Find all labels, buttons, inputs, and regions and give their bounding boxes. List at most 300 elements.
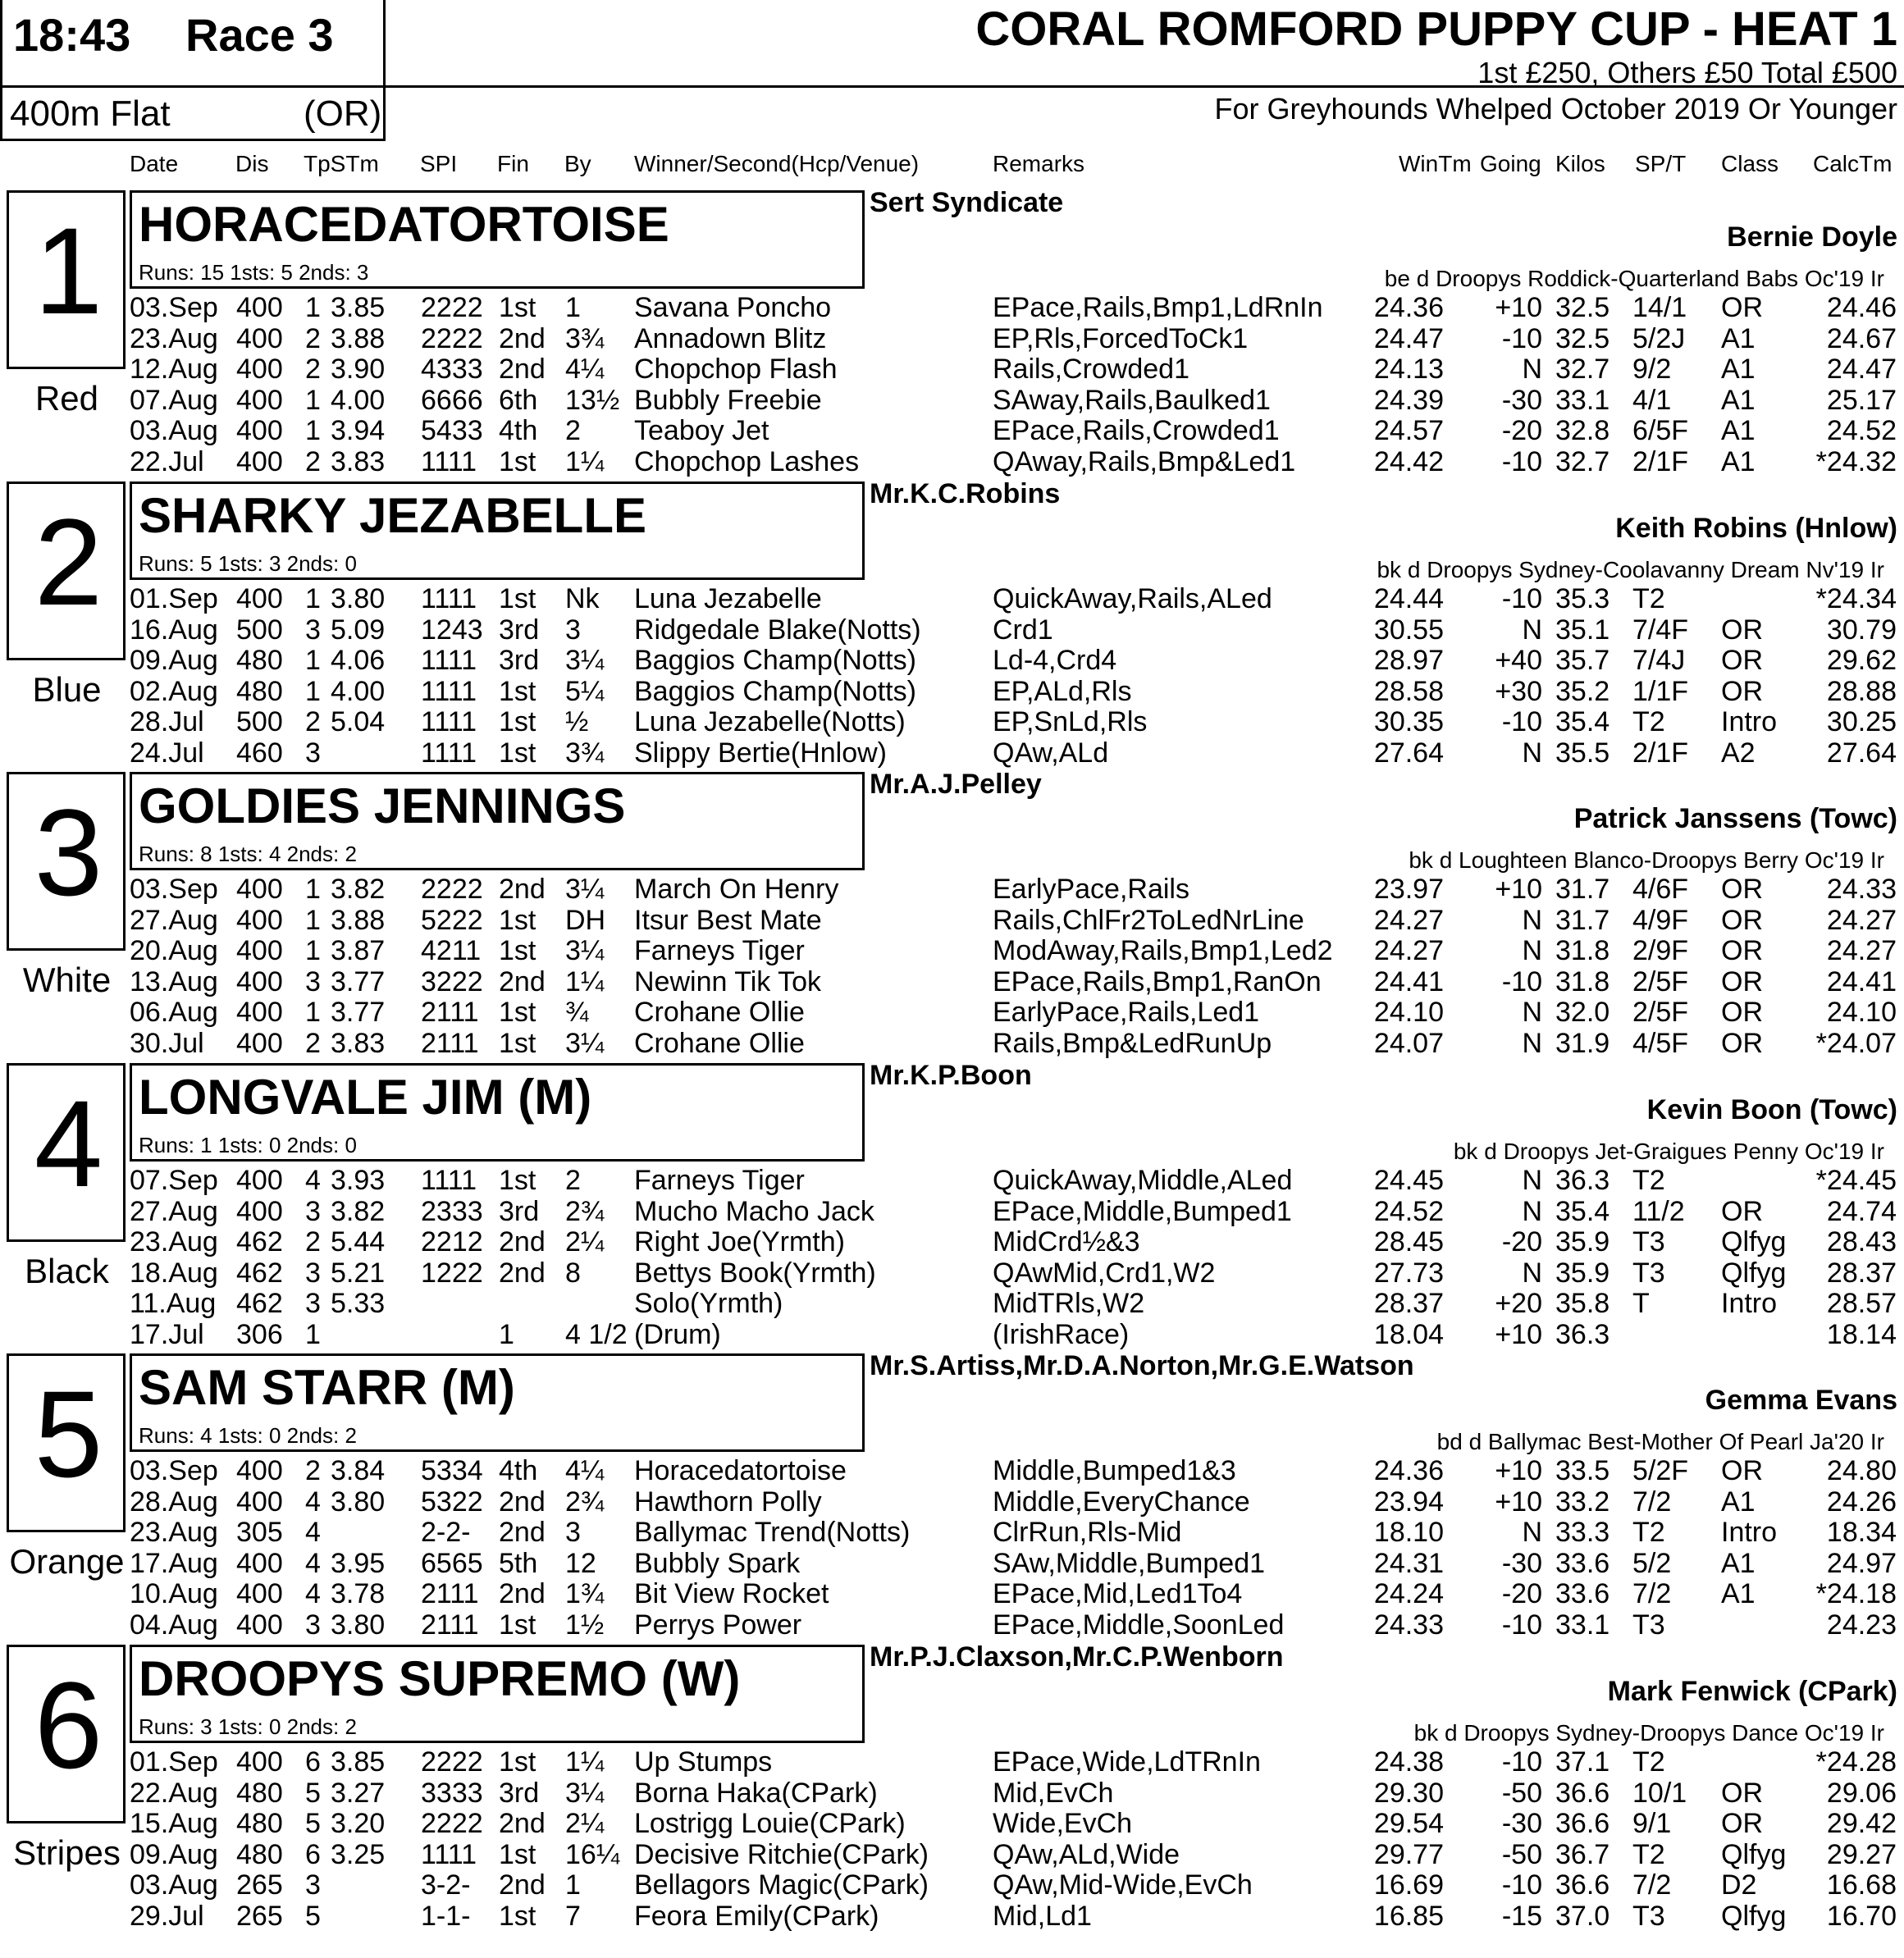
form-cell-dis: 400	[236, 1165, 283, 1196]
form-cell-date: 29.Jul	[130, 1901, 204, 1932]
form-cell-going: +10	[1495, 874, 1542, 905]
form-cell-kilos: 33.6	[1555, 1548, 1610, 1579]
form-cell-spi: 2111	[421, 997, 479, 1028]
form-cell-spt: 2/5F	[1632, 997, 1689, 1028]
form-cell-calc: 29.27	[1826, 1839, 1897, 1870]
form-cell-date: 01.Sep	[130, 1746, 218, 1778]
form-cell-going: N	[1522, 354, 1542, 385]
form-cell-spi: 1111	[421, 446, 477, 477]
form-cell-wintm: 24.45	[1373, 1165, 1444, 1196]
form-cell-spt: 2/1F	[1632, 737, 1689, 769]
form-cell-date: 07.Aug	[130, 385, 218, 416]
form-cell-going: +10	[1495, 292, 1542, 323]
form-cell-spi: 2222	[421, 874, 483, 905]
form-cell-kilos: 32.8	[1555, 415, 1610, 446]
form-cell-dis: 400	[236, 935, 283, 966]
form-cell-fin: 1st	[499, 905, 536, 936]
form-cell-calc: 24.27	[1826, 935, 1897, 966]
form-cell-cls: OR	[1721, 905, 1763, 936]
form-cell-kilos: 33.3	[1555, 1517, 1610, 1548]
form-cell-date: 06.Aug	[130, 997, 218, 1028]
form-cell-winner: Bubbly Freebie	[634, 385, 822, 416]
form-cell-by: 3¼	[565, 645, 605, 676]
form-cell-tp: 1	[305, 935, 321, 966]
form-cell-cls: OR	[1721, 645, 1763, 676]
form-cell-going: +20	[1495, 1288, 1542, 1319]
form-cell-fin: 2nd	[499, 1808, 546, 1839]
dog-name: LONGVALE JIM (M)	[139, 1070, 592, 1125]
form-cell-wintm: 29.77	[1373, 1839, 1444, 1870]
dog-name-box	[130, 772, 865, 870]
form-cell-going: +30	[1495, 676, 1542, 707]
form-cell-cls: A1	[1721, 446, 1756, 477]
form-cell-remarks: Crd1	[993, 614, 1053, 646]
form-cell-calc: 18.14	[1826, 1319, 1897, 1350]
form-cell-spi: 2222	[421, 323, 483, 354]
form-cell-kilos: 36.3	[1555, 1319, 1610, 1350]
form-cell-tp: 2	[305, 354, 321, 385]
form-cell-by: ½	[565, 706, 589, 737]
form-cell-stm: 3.88	[331, 323, 386, 354]
form-cell-dis: 400	[236, 1486, 283, 1518]
form-cell-date: 22.Jul	[130, 446, 204, 477]
form-cell-spi: 1111	[421, 706, 477, 737]
form-cell-dis: 480	[236, 645, 283, 676]
form-cell-winner: Farneys Tiger	[634, 935, 805, 966]
form-cell-wintm: 23.97	[1373, 874, 1444, 905]
form-cell-remarks: QAwMid,Crd1,W2	[993, 1257, 1216, 1289]
form-cell-fin: 2nd	[499, 1517, 546, 1548]
form-cell-wintm: 28.45	[1373, 1226, 1444, 1257]
dog-runs-summary: Runs: 4 1sts: 0 2nds: 2	[139, 1423, 357, 1448]
form-cell-calc: 24.67	[1826, 323, 1897, 354]
form-cell-spt: 9/2	[1632, 354, 1672, 385]
form-cell-kilos: 31.7	[1555, 874, 1610, 905]
form-cell-by: 2¼	[565, 1226, 605, 1257]
form-cell-wintm: 28.37	[1373, 1288, 1444, 1319]
form-cell-dis: 480	[236, 1839, 283, 1870]
race-time: 18:43	[13, 9, 131, 61]
dog-owner: Mr.K.C.Robins	[870, 478, 1061, 509]
form-cell-winner: Savana Poncho	[634, 292, 832, 323]
form-cell-going: -30	[1501, 1808, 1542, 1839]
race-grade: (OR)	[304, 94, 382, 134]
form-cell-remarks: EPace,Middle,SoonLed	[993, 1609, 1285, 1641]
form-cell-fin: 1st	[499, 446, 536, 477]
dog-runs-summary: Runs: 15 1sts: 5 2nds: 3	[139, 260, 369, 285]
form-cell-dis: 400	[236, 415, 283, 446]
form-cell-spi: 5222	[421, 905, 483, 936]
form-cell-remarks: Rails,Crowded1	[993, 354, 1189, 385]
dog-runs-summary: Runs: 8 1sts: 4 2nds: 2	[139, 842, 357, 866]
form-cell-stm: 3.83	[331, 1028, 386, 1059]
form-cell-spi: 1111	[421, 737, 477, 769]
form-cell-wintm: 24.42	[1373, 446, 1444, 477]
dog-trainer: Kevin Boon (Towc)	[1646, 1094, 1897, 1125]
form-cell-winner: March On Henry	[634, 874, 839, 905]
form-cell-winner: Hawthorn Polly	[634, 1486, 822, 1518]
form-cell-remarks: Middle,Bumped1&3	[993, 1455, 1236, 1486]
form-cell-date: 16.Aug	[130, 614, 218, 646]
form-cell-dis: 400	[236, 874, 283, 905]
form-cell-fin: 2nd	[499, 874, 546, 905]
form-cell-going: -10	[1501, 1869, 1542, 1901]
form-cell-remarks: ModAway,Rails,Bmp1,Led2	[993, 935, 1333, 966]
form-cell-wintm: 28.58	[1373, 676, 1444, 707]
form-cell-kilos: 36.3	[1555, 1165, 1610, 1196]
form-cell-kilos: 36.7	[1555, 1839, 1610, 1870]
form-cell-winner: Bettys Book(Yrmth)	[634, 1257, 876, 1289]
form-cell-stm: 4.06	[331, 645, 386, 676]
form-cell-stm: 3.25	[331, 1839, 386, 1870]
dog-name: HORACEDATORTOISE	[139, 197, 669, 252]
form-cell-wintm: 24.44	[1373, 583, 1444, 614]
form-cell-going: -20	[1501, 415, 1542, 446]
form-cell-cls: OR	[1721, 1196, 1763, 1227]
form-cell-kilos: 33.2	[1555, 1486, 1610, 1518]
form-cell-calc: *24.07	[1815, 1028, 1897, 1059]
dog-name: DROOPYS SUPREMO (W)	[139, 1651, 741, 1706]
form-cell-going: -10	[1501, 323, 1542, 354]
form-cell-date: 27.Aug	[130, 1196, 218, 1227]
form-cell-calc: 28.37	[1826, 1257, 1897, 1289]
col-header-kilos: Kilos	[1555, 151, 1605, 176]
form-cell-by: 1¼	[565, 446, 605, 477]
form-cell-wintm: 16.85	[1373, 1901, 1444, 1932]
form-cell-fin: 1st	[499, 706, 536, 737]
form-cell-by: 8	[565, 1257, 581, 1289]
form-cell-kilos: 37.1	[1555, 1746, 1610, 1778]
trap-colour: Black	[25, 1252, 109, 1290]
dog-owner: Sert Syndicate	[870, 187, 1064, 218]
form-cell-cls: OR	[1721, 997, 1763, 1028]
form-cell-cls: OR	[1721, 614, 1763, 646]
trap-number-box	[7, 1063, 126, 1242]
form-cell-spt: 2/5F	[1632, 966, 1689, 997]
form-cell-tp: 2	[305, 706, 321, 737]
form-cell-winner: Chopchop Flash	[634, 354, 838, 385]
dog-breeding: be d Droopys Roddick-Quarterland Babs Oc'19 Ir	[1384, 266, 1884, 291]
form-cell-fin: 2nd	[499, 966, 546, 997]
form-cell-calc: *24.18	[1815, 1578, 1897, 1609]
form-cell-spi: 4333	[421, 354, 483, 385]
trap-number: 1	[34, 202, 103, 340]
form-cell-calc: 29.42	[1826, 1808, 1897, 1839]
form-cell-cls: A1	[1721, 354, 1756, 385]
form-cell-remarks: Middle,EveryChance	[993, 1486, 1250, 1518]
form-cell-by: 4 1/2	[565, 1319, 628, 1350]
form-cell-date: 03.Sep	[130, 292, 218, 323]
form-cell-stm: 3.77	[331, 966, 386, 997]
form-cell-remarks: QAw,ALd	[993, 737, 1109, 769]
form-cell-remarks: SAw,Middle,Bumped1	[993, 1548, 1266, 1579]
form-cell-cls: Intro	[1721, 1288, 1778, 1319]
form-cell-dis: 265	[236, 1869, 283, 1901]
form-cell-fin: 3rd	[499, 1196, 540, 1227]
form-cell-calc: 28.88	[1826, 676, 1897, 707]
form-cell-dis: 265	[236, 1901, 283, 1932]
form-cell-fin: 2nd	[499, 1257, 546, 1289]
form-cell-date: 17.Aug	[130, 1548, 218, 1579]
form-cell-spt: 7/2	[1632, 1578, 1672, 1609]
form-cell-wintm: 23.94	[1373, 1486, 1444, 1518]
form-cell-stm: 3.93	[331, 1165, 386, 1196]
form-cell-date: 27.Aug	[130, 905, 218, 936]
form-cell-spi: 2222	[421, 1746, 483, 1778]
form-cell-fin: 2nd	[499, 354, 546, 385]
form-cell-stm: 3.84	[331, 1455, 386, 1486]
form-cell-kilos: 31.8	[1555, 966, 1610, 997]
form-cell-remarks: EP,Rls,ForcedToCk1	[993, 323, 1249, 354]
form-cell-tp: 1	[305, 583, 321, 614]
form-cell-stm: 5.21	[331, 1257, 386, 1289]
form-cell-winner: (Drum)	[634, 1319, 721, 1350]
form-cell-spt: 14/1	[1632, 292, 1687, 323]
form-cell-remarks: ClrRun,Rls-Mid	[993, 1517, 1182, 1548]
form-cell-spt: T2	[1632, 1517, 1665, 1548]
form-cell-tp: 1	[305, 905, 321, 936]
form-cell-remarks: QAw,Mid-Wide,EvCh	[993, 1869, 1253, 1901]
dog-breeding: bk d Droopys Sydney-Coolavanny Dream Nv'19 Ir	[1377, 557, 1884, 582]
form-cell-spt: T	[1632, 1288, 1650, 1319]
form-cell-by: Nk	[565, 583, 600, 614]
race-conditions: For Greyhounds Whelped October 2019 Or Younger	[1214, 92, 1897, 126]
form-cell-dis: 400	[236, 966, 283, 997]
form-cell-winner: Horacedatortoise	[634, 1455, 847, 1486]
form-cell-cls: A1	[1721, 1578, 1756, 1609]
form-cell-spi: 3333	[421, 1778, 483, 1809]
form-cell-dis: 480	[236, 1778, 283, 1809]
dog-name-box	[130, 1063, 865, 1162]
form-cell-by: 1½	[565, 1609, 605, 1641]
form-cell-by: 4¼	[565, 1455, 605, 1486]
form-cell-kilos: 33.1	[1555, 1609, 1610, 1641]
form-cell-dis: 460	[236, 737, 283, 769]
form-cell-spt: 7/2	[1632, 1869, 1672, 1901]
form-cell-remarks: EP,ALd,Rls	[993, 676, 1132, 707]
form-cell-kilos: 35.4	[1555, 1196, 1610, 1227]
form-cell-kilos: 36.6	[1555, 1869, 1610, 1901]
form-cell-spi: 2-2-	[421, 1517, 471, 1548]
form-cell-fin: 1	[499, 1319, 514, 1350]
form-cell-stm: 3.94	[331, 415, 386, 446]
form-cell-calc: 16.70	[1826, 1901, 1897, 1932]
form-cell-kilos: 31.8	[1555, 935, 1610, 966]
form-cell-spt: T3	[1632, 1226, 1665, 1257]
form-cell-by: 3¼	[565, 1778, 605, 1809]
form-cell-kilos: 35.1	[1555, 614, 1610, 646]
form-cell-dis: 480	[236, 676, 283, 707]
trap-number: 2	[34, 493, 103, 631]
form-cell-tp: 3	[305, 966, 321, 997]
form-cell-spi: 5433	[421, 415, 483, 446]
trap-colour: Blue	[32, 670, 102, 709]
form-cell-going: N	[1522, 1028, 1542, 1059]
form-cell-tp: 5	[305, 1778, 321, 1809]
form-cell-going: -10	[1501, 446, 1542, 477]
form-cell-winner: Decisive Ritchie(CPark)	[634, 1839, 929, 1870]
form-cell-date: 18.Aug	[130, 1257, 218, 1289]
dog-runs-summary: Runs: 3 1sts: 0 2nds: 2	[139, 1714, 357, 1739]
form-cell-winner: Baggios Champ(Notts)	[634, 645, 916, 676]
form-cell-by: 3	[565, 1517, 581, 1548]
form-cell-date: 03.Aug	[130, 1869, 218, 1901]
form-cell-stm: 5.04	[331, 706, 386, 737]
form-cell-spi: 6565	[421, 1548, 483, 1579]
form-cell-tp: 4	[305, 1165, 321, 1196]
form-cell-calc: *24.32	[1815, 446, 1897, 477]
dog-name-box	[130, 1645, 865, 1743]
form-cell-dis: 400	[236, 1746, 283, 1778]
form-cell-dis: 462	[236, 1226, 283, 1257]
form-cell-spi: 2111	[421, 1578, 479, 1609]
form-cell-dis: 400	[236, 583, 283, 614]
form-cell-going: -30	[1501, 1548, 1542, 1579]
form-cell-by: 2¼	[565, 1808, 605, 1839]
form-cell-cls: OR	[1721, 1808, 1763, 1839]
form-cell-wintm: 16.69	[1373, 1869, 1444, 1901]
dog-trainer: Gemma Evans	[1705, 1385, 1897, 1416]
form-cell-spt: 2/1F	[1632, 446, 1689, 477]
form-cell-wintm: 24.38	[1373, 1746, 1444, 1778]
form-cell-cls: A1	[1721, 385, 1756, 416]
form-cell-calc: 27.64	[1826, 737, 1897, 769]
form-cell-calc: 16.68	[1826, 1869, 1897, 1901]
form-cell-date: 30.Jul	[130, 1028, 204, 1059]
form-cell-remarks: EPace,Wide,LdTRnIn	[993, 1746, 1261, 1778]
form-cell-calc: 24.27	[1826, 905, 1897, 936]
dog-owner: Mr.K.P.Boon	[870, 1060, 1032, 1091]
race-distance: 400m Flat	[10, 94, 171, 134]
form-cell-dis: 462	[236, 1257, 283, 1289]
form-cell-by: 1¾	[565, 1578, 605, 1609]
form-cell-tp: 1	[305, 645, 321, 676]
form-cell-calc: 24.47	[1826, 354, 1897, 385]
race-prizes: 1st £250, Others £50 Total £500	[1477, 56, 1897, 89]
dog-name: SAM STARR (M)	[139, 1360, 515, 1415]
form-cell-spt: T3	[1632, 1901, 1665, 1932]
form-cell-wintm: 24.10	[1373, 997, 1444, 1028]
form-cell-fin: 1st	[499, 1165, 536, 1196]
form-cell-winner: Newinn Tik Tok	[634, 966, 822, 997]
form-cell-tp: 1	[305, 385, 321, 416]
form-cell-cls: OR	[1721, 966, 1763, 997]
form-cell-winner: Crohane Ollie	[634, 1028, 805, 1059]
form-cell-dis: 462	[236, 1288, 283, 1319]
form-cell-kilos: 37.0	[1555, 1901, 1610, 1932]
form-cell-stm: 3.87	[331, 935, 386, 966]
form-cell-tp: 4	[305, 1486, 321, 1518]
form-cell-by: 1	[565, 292, 581, 323]
form-cell-by: 3¾	[565, 737, 605, 769]
form-cell-fin: 3rd	[499, 614, 540, 646]
form-cell-tp: 3	[305, 1609, 321, 1641]
form-cell-winner: Right Joe(Yrmth)	[634, 1226, 845, 1257]
dog-trainer: Mark Fenwick (CPark)	[1607, 1676, 1897, 1707]
form-cell-winner: Perrys Power	[634, 1609, 802, 1641]
form-cell-stm: 3.80	[331, 583, 386, 614]
trap-number: 4	[34, 1075, 103, 1212]
form-cell-by: 5¼	[565, 676, 605, 707]
form-cell-date: 22.Aug	[130, 1778, 218, 1809]
form-cell-spt: 4/6F	[1632, 874, 1689, 905]
form-cell-winner: Up Stumps	[634, 1746, 773, 1778]
col-header-date: Date	[130, 151, 179, 176]
form-cell-spi: 2111	[421, 1028, 479, 1059]
form-cell-dis: 400	[236, 1548, 283, 1579]
form-cell-winner: Feora Emily(CPark)	[634, 1901, 879, 1932]
form-cell-cls: A1	[1721, 323, 1756, 354]
trap-number: 6	[34, 1656, 103, 1794]
form-cell-fin: 2nd	[499, 323, 546, 354]
form-cell-fin: 2nd	[499, 1578, 546, 1609]
form-cell-cls: OR	[1721, 676, 1763, 707]
dog-name: GOLDIES JENNINGS	[139, 778, 626, 833]
form-cell-winner: Bellagors Magic(CPark)	[634, 1869, 929, 1901]
form-cell-tp: 3	[305, 1869, 321, 1901]
form-cell-dis: 306	[236, 1319, 283, 1350]
col-header-spt: SP/T	[1635, 151, 1687, 176]
form-cell-spt: 6/5F	[1632, 415, 1689, 446]
form-cell-winner: Bit View Rocket	[634, 1578, 829, 1609]
form-cell-going: -10	[1501, 583, 1542, 614]
form-cell-date: 03.Sep	[130, 1455, 218, 1486]
form-cell-date: 03.Aug	[130, 415, 218, 446]
form-cell-cls: OR	[1721, 292, 1763, 323]
form-cell-remarks: Ld-4,Crd4	[993, 645, 1117, 676]
form-cell-fin: 1st	[499, 997, 536, 1028]
form-cell-going: N	[1522, 614, 1542, 646]
form-cell-date: 04.Aug	[130, 1609, 218, 1641]
form-cell-winner: Teaboy Jet	[634, 415, 769, 446]
form-cell-stm: 3.80	[331, 1609, 386, 1641]
form-cell-cls: Intro	[1721, 706, 1778, 737]
form-cell-dis: 400	[236, 385, 283, 416]
dog-runs-summary: Runs: 5 1sts: 3 2nds: 0	[139, 551, 357, 576]
form-cell-going: -20	[1501, 1226, 1542, 1257]
form-cell-spi: 5334	[421, 1455, 483, 1486]
form-cell-cls: Qlfyg	[1721, 1901, 1787, 1932]
form-cell-dis: 400	[236, 446, 283, 477]
race-number: Race 3	[185, 9, 334, 61]
form-cell-winner: Baggios Champ(Notts)	[634, 676, 916, 707]
form-cell-by: 3	[565, 614, 581, 646]
form-cell-spi: 1111	[421, 1839, 477, 1870]
form-cell-remarks: EarlyPace,Rails	[993, 874, 1189, 905]
form-cell-spi: 2212	[421, 1226, 483, 1257]
form-cell-going: -30	[1501, 385, 1542, 416]
form-cell-cls: Qlfyg	[1721, 1226, 1787, 1257]
form-cell-by: 13½	[565, 385, 620, 416]
form-cell-remarks: QuickAway,Rails,ALed	[993, 583, 1272, 614]
form-cell-wintm: 24.31	[1373, 1548, 1444, 1579]
form-cell-date: 03.Sep	[130, 874, 218, 905]
dog-breeding: bk d Loughteen Blanco-Droopys Berry Oc'19 Ir	[1409, 847, 1884, 873]
form-cell-going: N	[1522, 997, 1542, 1028]
form-cell-spt: T2	[1632, 1165, 1665, 1196]
form-cell-stm: 3.82	[331, 1196, 386, 1227]
form-cell-dis: 400	[236, 905, 283, 936]
dog-name-box	[130, 1353, 865, 1452]
form-cell-stm: 3.90	[331, 354, 386, 385]
form-cell-date: 20.Aug	[130, 935, 218, 966]
form-cell-going: +10	[1495, 1319, 1542, 1350]
form-cell-kilos: 35.3	[1555, 583, 1610, 614]
form-cell-stm: 3.77	[331, 997, 386, 1028]
form-cell-spi: 1222	[421, 1257, 483, 1289]
form-cell-calc: 29.62	[1826, 645, 1897, 676]
form-cell-remarks: EPace,Rails,Crowded1	[993, 415, 1280, 446]
